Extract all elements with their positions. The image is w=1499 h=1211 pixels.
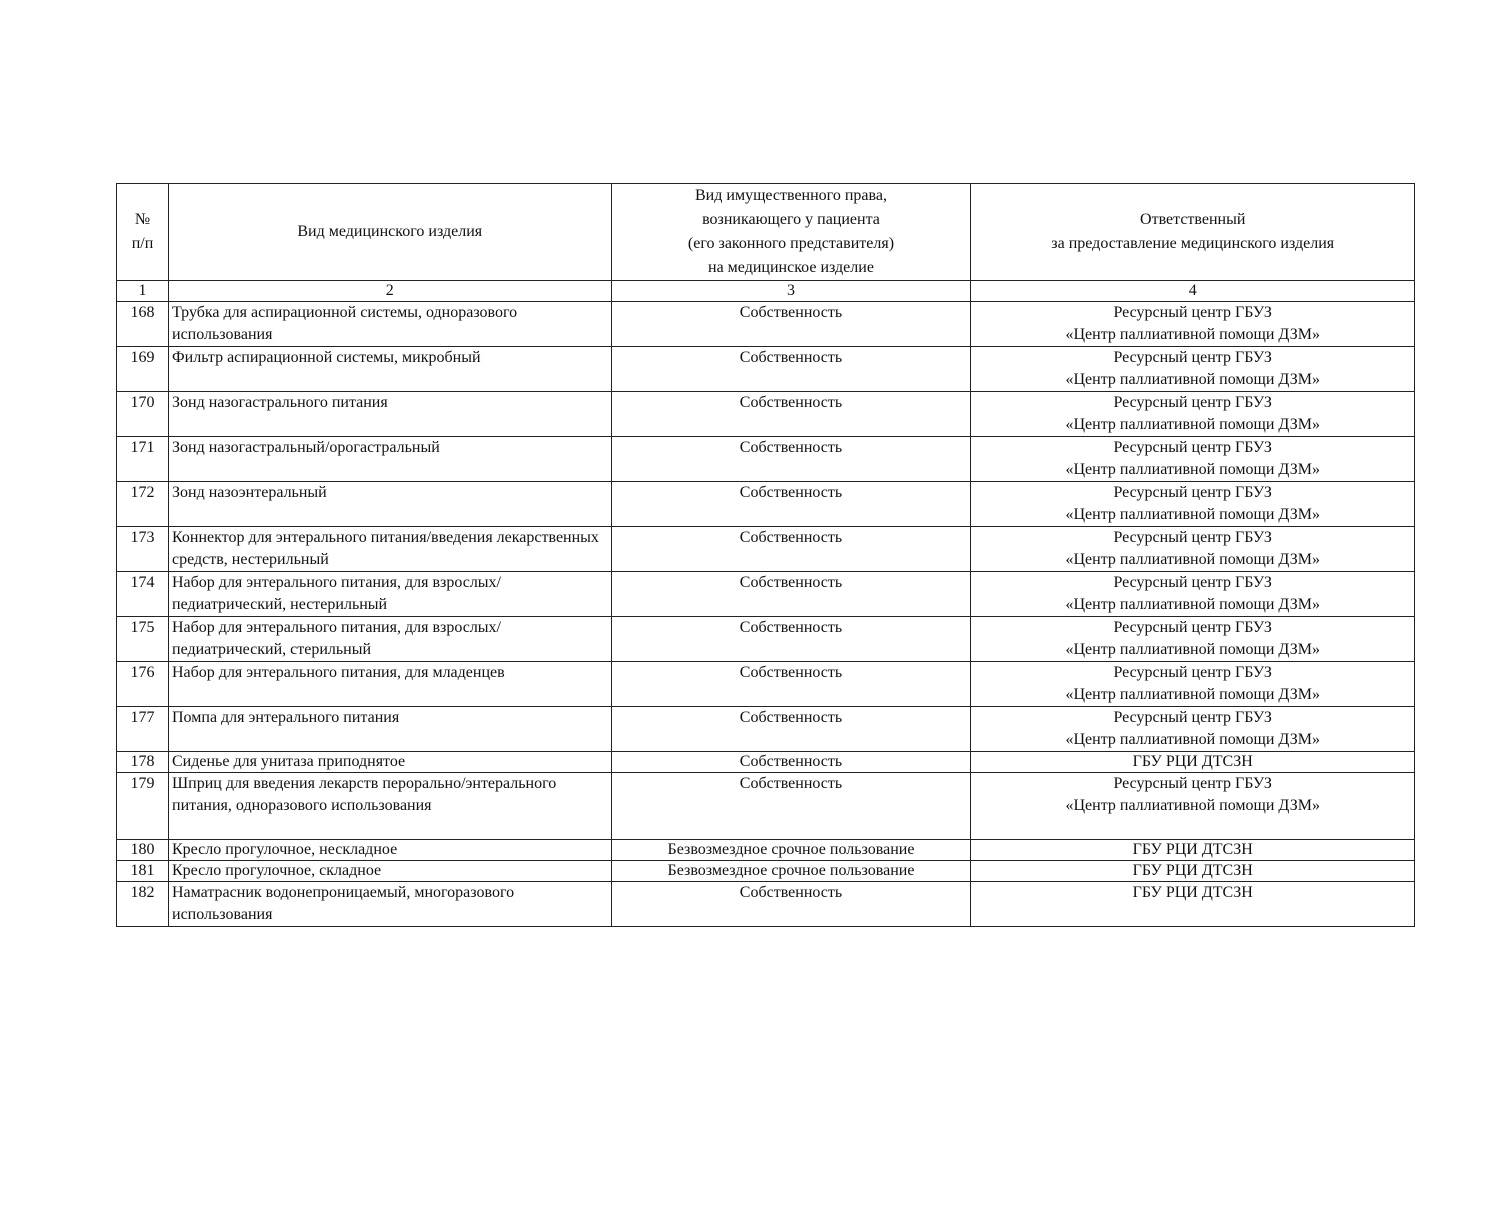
responsible-org bbox=[971, 437, 1415, 482]
responsible-org-line: «Центр паллиативной помощи ДЗМ» bbox=[1065, 596, 1320, 613]
row-number: 175 bbox=[117, 617, 169, 662]
responsible-org bbox=[971, 882, 1415, 927]
device-type: Наматрасник водонепроницаемый, многоразового использования bbox=[169, 882, 612, 927]
row-number: 177 bbox=[117, 707, 169, 752]
row-number: 170 bbox=[117, 392, 169, 437]
property-right: Собственность bbox=[611, 482, 971, 527]
responsible-org-line: ГБУ РЦИ ДТСЗН bbox=[1132, 841, 1253, 858]
responsible-org bbox=[971, 527, 1415, 572]
header-property-right bbox=[611, 184, 971, 281]
column-number: 4 bbox=[971, 281, 1415, 302]
row-number: 180 bbox=[117, 840, 169, 861]
table-row bbox=[117, 882, 1415, 927]
row-number: 174 bbox=[117, 572, 169, 617]
responsible-org-line: ГБУ РЦИ ДТСЗН bbox=[1132, 884, 1253, 901]
table-row bbox=[117, 773, 1415, 840]
table-row bbox=[117, 437, 1415, 482]
column-number: 3 bbox=[611, 281, 971, 302]
header-number bbox=[117, 184, 169, 281]
responsible-org bbox=[971, 662, 1415, 707]
responsible-org-line: Ресурсный центр ГБУЗ bbox=[1113, 439, 1272, 456]
responsible-org bbox=[971, 572, 1415, 617]
property-right: Собственность bbox=[611, 882, 971, 927]
header-line: Ответственный bbox=[1140, 211, 1246, 228]
responsible-org bbox=[971, 392, 1415, 437]
property-right: Безвозмездное срочное пользование bbox=[611, 861, 971, 882]
responsible-org-line: «Центр паллиативной помощи ДЗМ» bbox=[1065, 731, 1320, 748]
header-line: Вид имущественного права, bbox=[695, 187, 887, 204]
responsible-org-line: Ресурсный центр ГБУЗ bbox=[1113, 304, 1272, 321]
responsible-org-line: «Центр паллиативной помощи ДЗМ» bbox=[1065, 686, 1320, 703]
device-type: Сиденье для унитаза приподнятое bbox=[169, 752, 612, 773]
device-type: Зонд назоэнтеральный bbox=[169, 482, 612, 527]
responsible-org-line: «Центр паллиативной помощи ДЗМ» bbox=[1065, 326, 1320, 343]
responsible-org-line: Ресурсный центр ГБУЗ bbox=[1113, 574, 1272, 591]
row-number: 171 bbox=[117, 437, 169, 482]
table-row bbox=[117, 752, 1415, 773]
table-row bbox=[117, 662, 1415, 707]
table-row bbox=[117, 347, 1415, 392]
device-type: Набор для энтерального питания, для взрослых/педиатрический, стерильный bbox=[169, 617, 612, 662]
header-device-type: Вид медицинского изделия bbox=[169, 184, 612, 281]
row-number: 179 bbox=[117, 773, 169, 840]
row-number: 181 bbox=[117, 861, 169, 882]
property-right: Собственность bbox=[611, 302, 971, 347]
responsible-org-line: ГБУ РЦИ ДТСЗН bbox=[1132, 862, 1253, 879]
header-line: возникающего у пациента bbox=[702, 211, 880, 228]
device-type: Помпа для энтерального питания bbox=[169, 707, 612, 752]
responsible-org bbox=[971, 617, 1415, 662]
property-right: Собственность bbox=[611, 617, 971, 662]
table-row bbox=[117, 840, 1415, 861]
table-row bbox=[117, 482, 1415, 527]
column-number: 1 bbox=[117, 281, 169, 302]
row-number: 178 bbox=[117, 752, 169, 773]
row-number: 176 bbox=[117, 662, 169, 707]
responsible-org bbox=[971, 840, 1415, 861]
row-number: 182 bbox=[117, 882, 169, 927]
device-type: Кресло прогулочное, складное bbox=[169, 861, 612, 882]
responsible-org-line: Ресурсный центр ГБУЗ bbox=[1113, 619, 1272, 636]
row-number: 172 bbox=[117, 482, 169, 527]
responsible-org-line: ГБУ РЦИ ДТСЗН bbox=[1132, 753, 1253, 770]
responsible-org bbox=[971, 773, 1415, 840]
table-row bbox=[117, 707, 1415, 752]
property-right: Собственность bbox=[611, 752, 971, 773]
responsible-org bbox=[971, 752, 1415, 773]
row-number: 173 bbox=[117, 527, 169, 572]
header-responsible bbox=[971, 184, 1415, 281]
responsible-org-line: «Центр паллиативной помощи ДЗМ» bbox=[1065, 506, 1320, 523]
responsible-org-line: Ресурсный центр ГБУЗ bbox=[1113, 484, 1272, 501]
header-line: на медицинское изделие bbox=[708, 259, 874, 276]
responsible-org-line: Ресурсный центр ГБУЗ bbox=[1113, 775, 1272, 792]
header-line: (его законного представителя) bbox=[687, 235, 895, 252]
device-type: Коннектор для энтерального питания/введения лекарственных средств, нестерильный bbox=[169, 527, 612, 572]
responsible-org-line: «Центр паллиативной помощи ДЗМ» bbox=[1065, 797, 1320, 814]
responsible-org-line: Ресурсный центр ГБУЗ bbox=[1113, 394, 1272, 411]
medical-devices-table bbox=[116, 183, 1415, 927]
responsible-org-line: Ресурсный центр ГБУЗ bbox=[1113, 664, 1272, 681]
property-right: Собственность bbox=[611, 392, 971, 437]
header-number-line: п/п bbox=[131, 235, 154, 252]
property-right: Собственность bbox=[611, 347, 971, 392]
responsible-org bbox=[971, 347, 1415, 392]
row-number: 168 bbox=[117, 302, 169, 347]
table-row bbox=[117, 302, 1415, 347]
property-right: Безвозмездное срочное пользование bbox=[611, 840, 971, 861]
responsible-org bbox=[971, 302, 1415, 347]
property-right: Собственность bbox=[611, 437, 971, 482]
table-row bbox=[117, 572, 1415, 617]
device-type: Набор для энтерального питания, для младенцев bbox=[169, 662, 612, 707]
property-right: Собственность bbox=[611, 707, 971, 752]
responsible-org-line: «Центр паллиативной помощи ДЗМ» bbox=[1065, 551, 1320, 568]
responsible-org bbox=[971, 707, 1415, 752]
column-number: 2 bbox=[169, 281, 612, 302]
device-type: Фильтр аспирационной системы, микробный bbox=[169, 347, 612, 392]
header-row bbox=[117, 184, 1415, 281]
property-right: Собственность bbox=[611, 527, 971, 572]
responsible-org-line: «Центр паллиативной помощи ДЗМ» bbox=[1065, 371, 1320, 388]
device-type: Набор для энтерального питания, для взрослых/педиатрический, нестерильный bbox=[169, 572, 612, 617]
device-type: Зонд назогастрального питания bbox=[169, 392, 612, 437]
header-number-line: № bbox=[134, 211, 151, 228]
table-row bbox=[117, 527, 1415, 572]
device-type: Трубка для аспирационной системы, одноразового использования bbox=[169, 302, 612, 347]
responsible-org-line: Ресурсный центр ГБУЗ bbox=[1113, 349, 1272, 366]
responsible-org bbox=[971, 482, 1415, 527]
column-numbers-row bbox=[117, 281, 1415, 302]
property-right: Собственность bbox=[611, 773, 971, 840]
header-line: за предоставление медицинского изделия bbox=[1051, 235, 1335, 252]
device-type: Зонд назогастральный/орогастральный bbox=[169, 437, 612, 482]
row-number: 169 bbox=[117, 347, 169, 392]
responsible-org-line: «Центр паллиативной помощи ДЗМ» bbox=[1065, 461, 1320, 478]
device-type: Шприц для введения лекарств перорально/энтерального питания, одноразового использования bbox=[169, 773, 612, 840]
property-right: Собственность bbox=[611, 572, 971, 617]
table-row bbox=[117, 861, 1415, 882]
table-row bbox=[117, 392, 1415, 437]
responsible-org-line: «Центр паллиативной помощи ДЗМ» bbox=[1065, 416, 1320, 433]
device-type: Кресло прогулочное, нескладное bbox=[169, 840, 612, 861]
responsible-org-line: «Центр паллиативной помощи ДЗМ» bbox=[1065, 641, 1320, 658]
table-row bbox=[117, 617, 1415, 662]
property-right: Собственность bbox=[611, 662, 971, 707]
responsible-org-line: Ресурсный центр ГБУЗ bbox=[1113, 529, 1272, 546]
responsible-org bbox=[971, 861, 1415, 882]
responsible-org-line: Ресурсный центр ГБУЗ bbox=[1113, 709, 1272, 726]
